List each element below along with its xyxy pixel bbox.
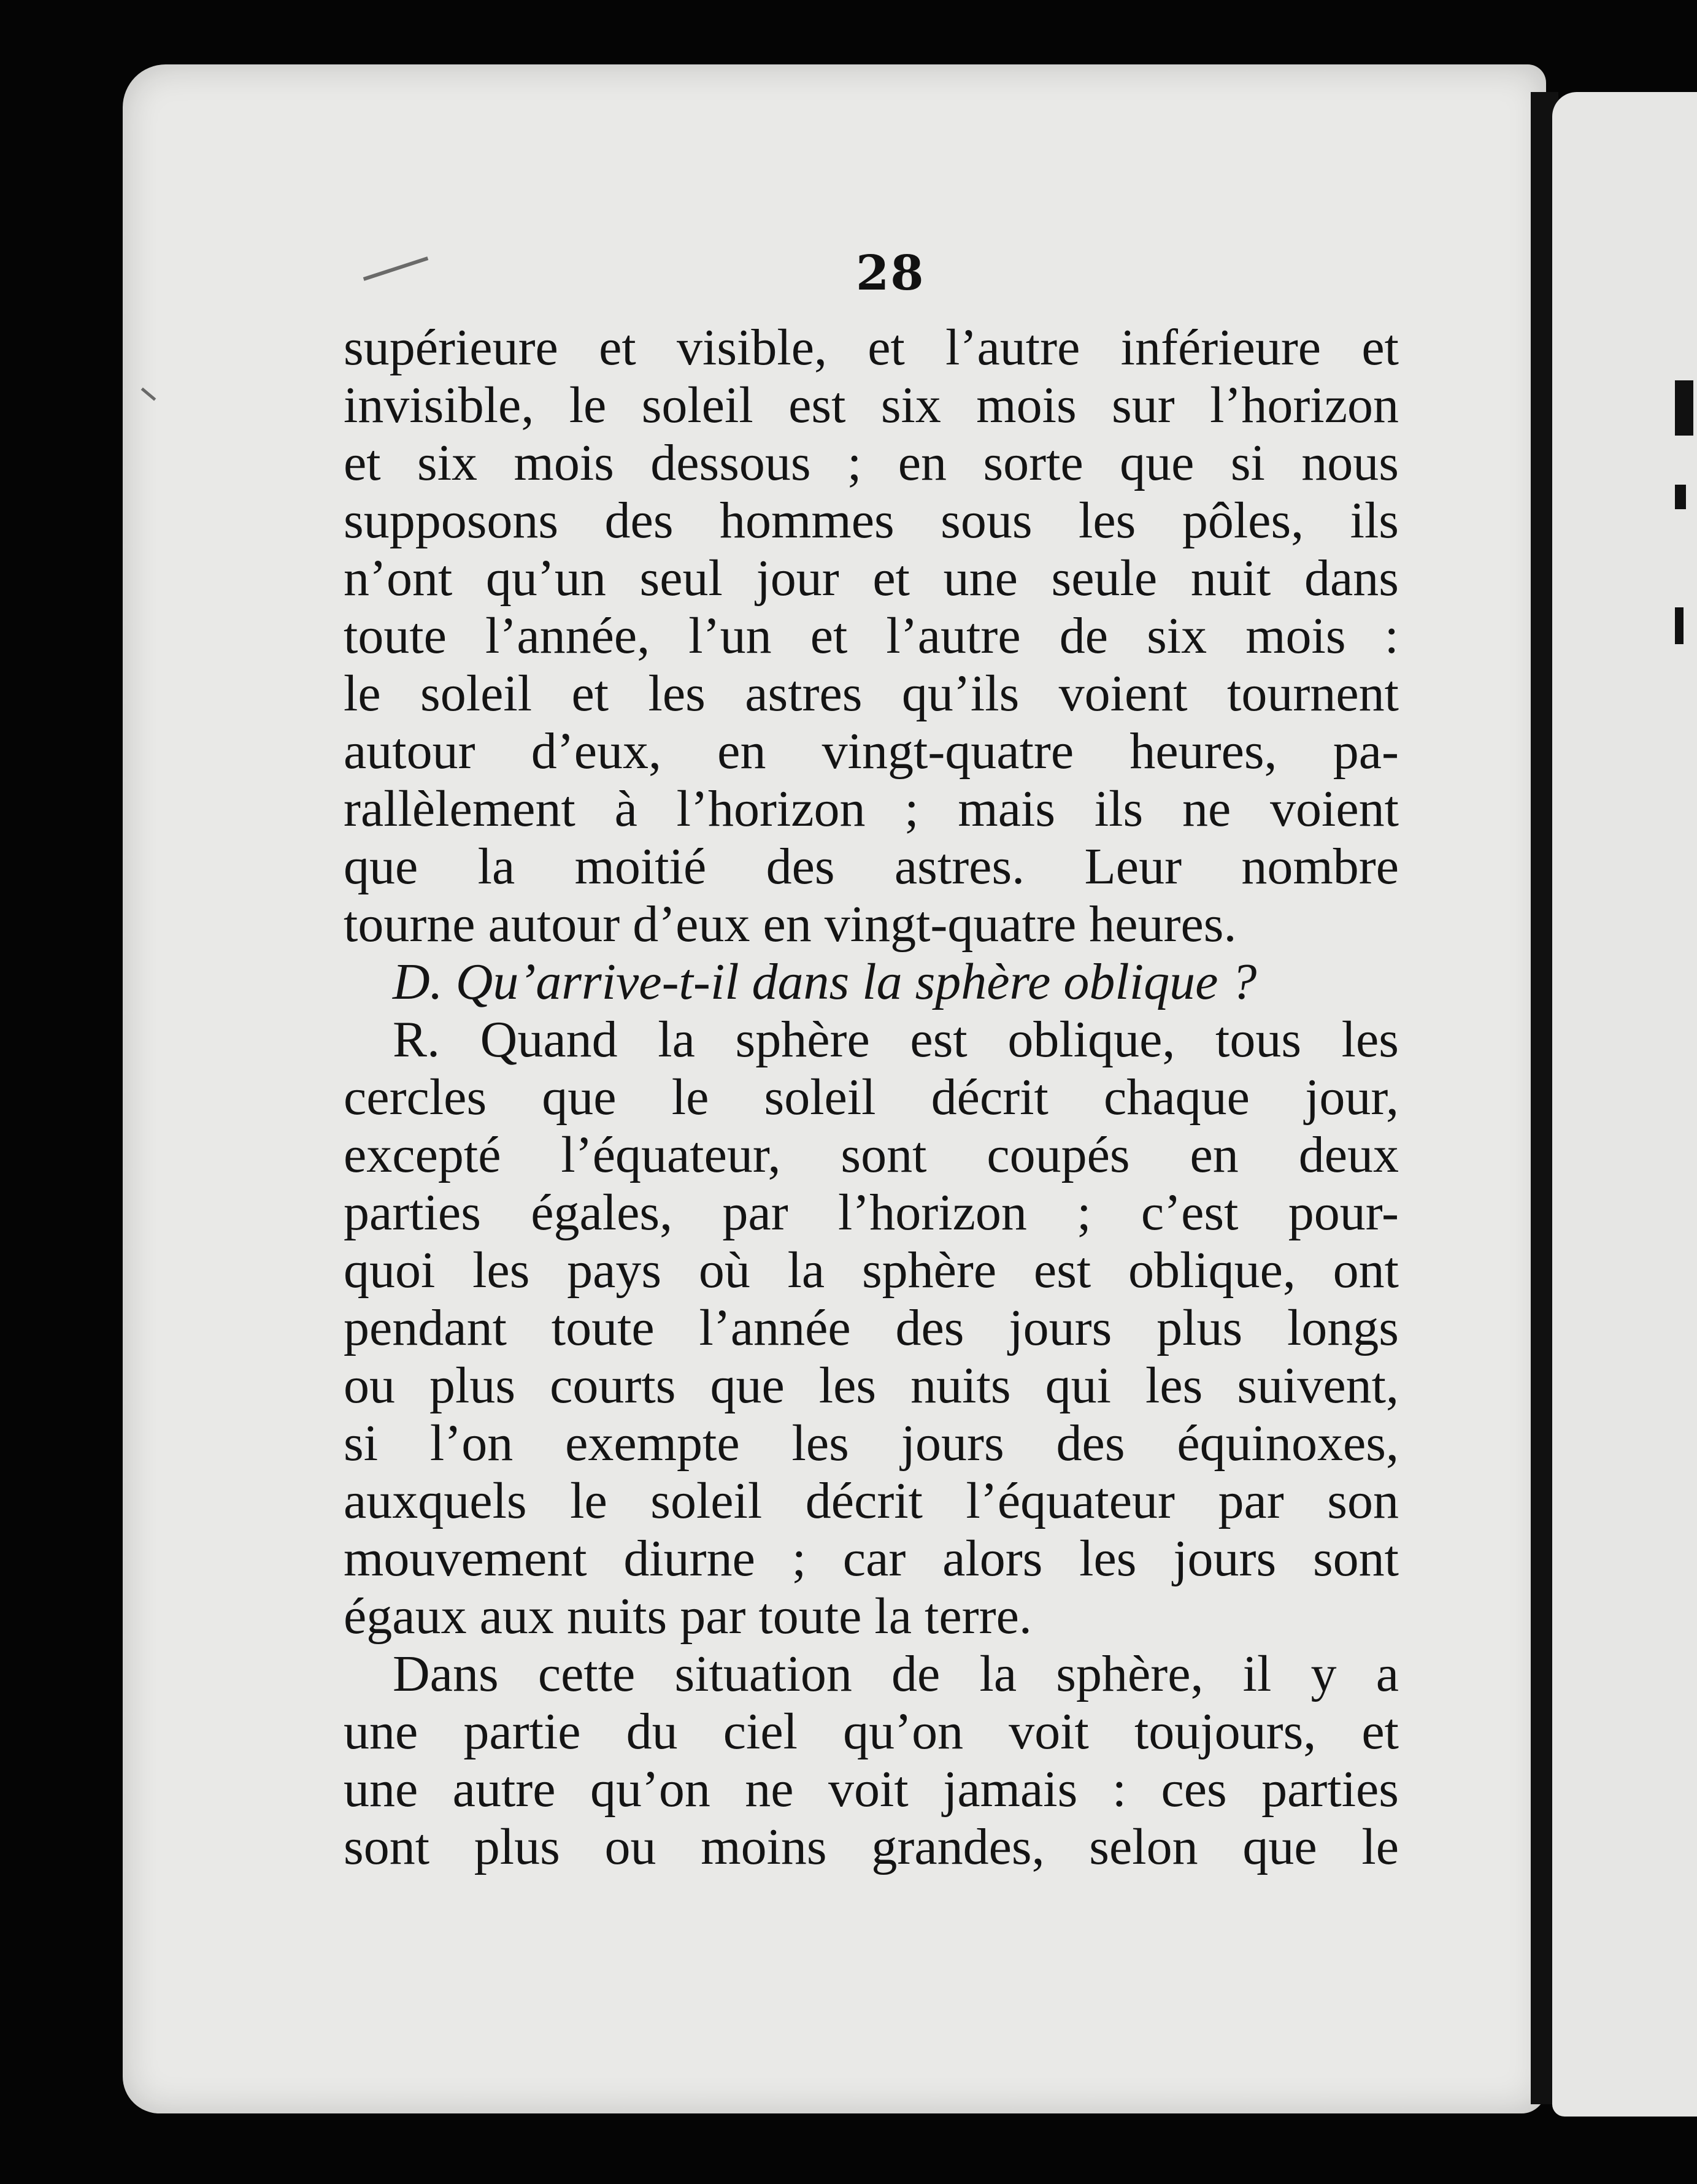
text-line: autour d’eux, en vingt-quatre heures, pa- — [344, 723, 1399, 780]
text-line: sont plus ou moins grandes, selon que le — [344, 1818, 1399, 1875]
text-line: le soleil et les astres qu’ils voient tournent — [344, 665, 1399, 722]
text-line: une partie du ciel qu’on voit toujours, et — [344, 1703, 1399, 1760]
right-page-letter-fragments — [1675, 362, 1697, 681]
text-line: D. Qu’arrive-t-il dans la sphère oblique ? — [393, 953, 1257, 1010]
text-line: et six mois dessous ; en sorte que si nous — [344, 434, 1399, 491]
text-line: Dans cette situation de la sphère, il y a — [393, 1645, 1399, 1702]
text-line: toute l’année, l’un et l’autre de six mois : — [344, 607, 1399, 664]
text-line: mouvement diurne ; car alors les jours sont — [344, 1530, 1399, 1587]
letter-fragment — [1675, 607, 1684, 644]
text-line: quoi les pays où la sphère est oblique, ont — [344, 1242, 1399, 1299]
text-line: rallèlement à l’horizon ; mais ils ne voient — [344, 780, 1399, 837]
text-line: excepté l’équateur, sont coupés en deux — [344, 1126, 1399, 1183]
text-line: invisible, le soleil est six mois sur l’horizon — [344, 377, 1399, 434]
text-line: si l’on exempte les jours des équinoxes, — [344, 1415, 1399, 1472]
body-text — [344, 319, 1399, 1876]
text-line: ou plus courts que les nuits qui les suivent, — [344, 1357, 1399, 1414]
text-line: supérieure et visible, et l’autre inférieure et — [344, 319, 1399, 376]
text-line: tourne autour d’eux en vingt-quatre heures. — [344, 896, 1237, 953]
text-line: auxquels le soleil décrit l’équateur par son — [344, 1472, 1399, 1529]
text-line: pendant toute l’année des jours plus longs — [344, 1299, 1399, 1356]
text-line: R. Quand la sphère est oblique, tous les — [393, 1011, 1399, 1068]
letter-fragment — [1675, 485, 1686, 509]
letter-fragment — [1675, 380, 1693, 436]
text-line: que la moitié des astres. Leur nombre — [344, 838, 1399, 895]
text-line: supposons des hommes sous les pôles, ils — [344, 492, 1399, 549]
text-line: cercles que le soleil décrit chaque jour, — [344, 1069, 1399, 1126]
text-line: parties égales, par l’horizon ; c’est pour- — [344, 1184, 1399, 1241]
page-number: 28 — [856, 245, 925, 301]
text-line: égaux aux nuits par toute la terre. — [344, 1588, 1032, 1645]
text-line: une autre qu’on ne voit jamais : ces parties — [344, 1761, 1399, 1818]
text-line: n’ont qu’un seul jour et une seule nuit dans — [344, 550, 1399, 607]
